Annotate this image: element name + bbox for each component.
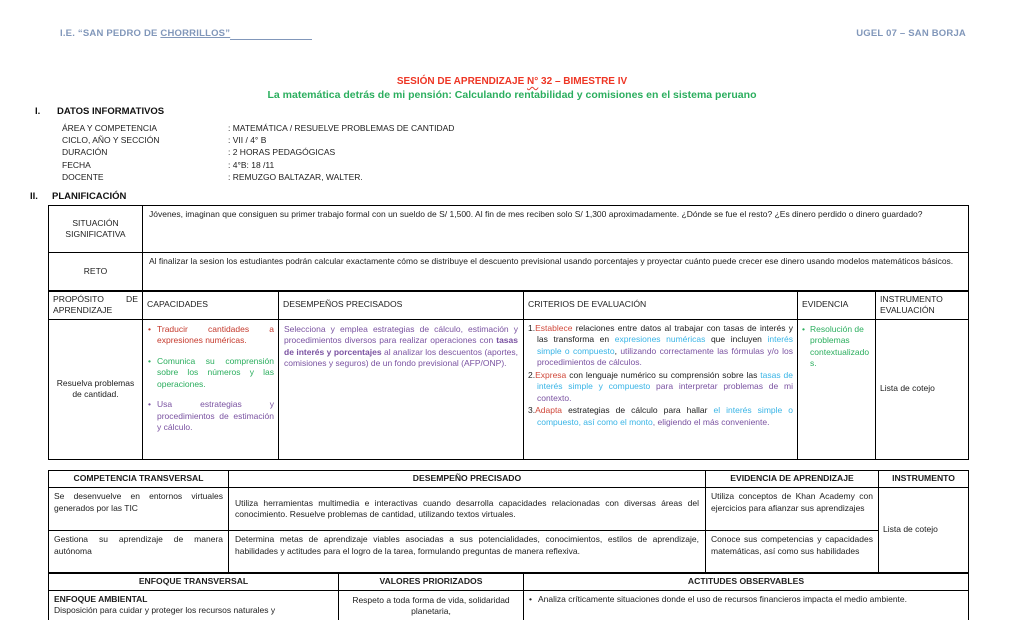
actitudes-observables-header: ACTITUDES OBSERVABLES — [524, 573, 969, 590]
dato-value: : 2 HORAS PEDAGÓGICAS — [228, 147, 336, 158]
competencia-transversal-table — [48, 470, 969, 573]
actitudes-cell — [524, 590, 969, 620]
instrumento-cell — [876, 319, 969, 459]
criterios-header-cell: CRITERIOS DE EVALUACIÓN — [524, 291, 798, 320]
underline-tab — [230, 29, 312, 40]
criterio-item: 1.Establece relaciones entre datos al trabajar con tasas de interés y las transforma en expresiones numéricas que incluyen interés simple o compuesto, utilizando correctamente las fórmulas y/o los procedimientos de cálculos. — [528, 322, 794, 367]
dato-row-fecha — [62, 159, 702, 171]
competencia-cell: Se desenvuelve en entornos virtuales generados por las TIC — [49, 488, 229, 531]
session-title — [0, 76, 1024, 88]
criterios-cell — [524, 319, 798, 459]
dato-value: : 4°B: 18 /11 — [228, 159, 275, 170]
dato-row-area — [62, 122, 702, 134]
evidencia-cell — [798, 319, 876, 459]
proposito-header-row — [49, 291, 969, 320]
session-title-number-abbrev: N° — [527, 76, 539, 87]
session-subtitle: La matemática detrás de mi pensión: Calculando rentabilidad y comisiones en el sistema peruano — [267, 88, 757, 101]
competencia-transversal-header-row — [49, 471, 969, 488]
dato-label: ÁREA Y COMPETENCIA — [62, 123, 158, 133]
situacion-text-cell: Jóvenes, imaginan que consiguen su primer trabajo formal con un sueldo de S/ 1,500. Al fin de mes reciben solo S/ 1,300 aproximadamente. ¿Dónde se fue el resto? ¿Es dinero perdido o dinero guardado? — [143, 206, 969, 253]
heading-numeral: II. — [30, 191, 38, 202]
evidencia-header-cell: EVIDENCIA — [798, 291, 876, 320]
enfoque-descripcion: Disposición para cuidar y proteger los recursos naturales y — [54, 605, 276, 615]
lower-tables — [48, 470, 968, 620]
titles-block — [0, 76, 1024, 101]
dato-value: : MATEMÁTICA / RESUELVE PROBLEMAS DE CANTIDAD — [228, 123, 455, 133]
capacidad-item: • Comunica su comprensión sobre los números y las operaciones. — [147, 356, 274, 391]
school-name-underlined: CHORRILLOS” — [160, 28, 231, 39]
evidencia-aprendizaje-header: EVIDENCIA DE APRENDIZAJE — [706, 471, 879, 488]
competencia-transversal-header: COMPETENCIA TRANSVERSAL — [49, 471, 229, 488]
capacidades-cell — [143, 319, 279, 459]
school-name-prefix: I.E. “SAN PEDRO DE — [60, 28, 161, 39]
enfoque-ambiental-cell — [49, 590, 339, 620]
heading-text: DATOS INFORMATIVOS — [57, 106, 165, 117]
criterio-item: 2.Expresa con lenguaje numérico su comprensión sobre las tasas de interés simple y compuesto para interpretar problemas de mi contexto. — [528, 369, 793, 403]
instrumento-value: Lista de cotejo — [880, 383, 935, 394]
evidencia-cell: Conoce sus competencias y capacidades matemáticas, así como sus habilidades — [706, 531, 879, 573]
actitud-item: • Analiza críticamente situaciones donde el uso de recursos financieros impacta el medio ambiente. — [529, 594, 963, 606]
dato-value: : VII / 4° B — [228, 135, 267, 146]
proposito-header-cell: PROPÓSITO DE APRENDIZAJE — [49, 291, 143, 320]
enfoque-nombre: ENFOQUE AMBIENTAL — [54, 593, 148, 604]
planificacion-table — [48, 205, 969, 460]
valores-priorizados-header: VALORES PRIORIZADOS — [339, 573, 524, 590]
instrumento-cell: Lista de cotejo — [879, 488, 969, 573]
dato-label: DOCENTE — [62, 171, 104, 182]
dato-label: DURACIÓN — [62, 147, 108, 158]
reto-text-cell: Al finalizar la sesion los estudiantes podrán calcular exactamente cómo se distribuye el descuento previsional usando porcentajes y proyectar cuánto puede crecer ese dinero usando modelos matemáticos básicos. — [143, 253, 969, 291]
planificacion-heading — [30, 191, 126, 203]
enfoque-transversal-table — [48, 572, 969, 620]
desempenos-cell: Selecciona y emplea estrategias de cálculo, estimación y procedimientos diversos para realizar operaciones con tasas de interés y porcentajes al analizar los descuentos (aportes, comisiones y seguros) de un fondo previsional (AFP/ONP). — [279, 319, 524, 459]
school-name — [60, 28, 312, 40]
document-header — [60, 28, 966, 40]
competencia-row-autonomia — [49, 531, 969, 573]
desempeno-precisado-header: DESEMPEÑO PRECISADO — [229, 471, 706, 488]
valores-cell: Respeto a toda forma de vida, solidaridad planetaria, — [339, 590, 524, 620]
competencia-cell: Resuelva problemas de cantidad. — [49, 319, 143, 459]
dato-row-ciclo — [62, 134, 702, 146]
ugel-label: UGEL 07 – SAN BORJA — [856, 28, 966, 39]
enfoque-transversal-header: ENFOQUE TRANSVERSAL — [49, 573, 339, 590]
session-title-part1: SESIÓN DE APRENDIZAJE — [396, 76, 528, 87]
dato-row-docente — [62, 171, 702, 183]
heading-text: PLANIFICACIÓN — [52, 191, 127, 202]
datos-informativos-list — [62, 122, 702, 183]
enfoque-header-row — [49, 573, 969, 590]
criterio-item: 3.Adapta estrategias de cálculo para hallar el interés simple o compuesto, así como el monto, eligiendo el más conveniente. — [528, 405, 793, 427]
instrumento-header-cell: INSTRUMENTO EVALUACIÓN — [876, 291, 969, 320]
dato-label: FECHA — [62, 159, 91, 170]
competencia-cell: Gestiona su aprendizaje de manera autónoma — [49, 531, 229, 573]
dato-value: : REMUZGO BALTAZAR, WALTER. — [228, 171, 363, 182]
desempeno-cell: Utiliza herramientas multimedia e interactivas cuando desarrolla capacidades relacionadas con diversas áreas del conocimiento. Resuelve problemas de cantidad, utilizando textos virtuales. — [229, 488, 706, 531]
capacidades-header-cell: CAPACIDADES — [143, 291, 279, 320]
dato-row-duracion — [62, 146, 702, 158]
enfoque-ambiental-row — [49, 590, 969, 620]
dato-label: CICLO, AÑO Y SECCIÓN — [62, 135, 160, 146]
heading-numeral: I. — [35, 106, 41, 117]
competencia-row-tic — [49, 488, 969, 531]
evidencia-cell: Utiliza conceptos de Khan Academy con ejercicios para afianzar sus aprendizajes — [706, 488, 879, 531]
proposito-content-row — [49, 319, 969, 459]
session-title-part2: 32 – BIMESTRE IV — [538, 76, 628, 87]
situacion-row — [49, 206, 969, 253]
reto-row — [49, 253, 969, 291]
desempenos-header-cell: DESEMPEÑOS PRECISADOS — [279, 291, 524, 320]
instrumento-header: INSTRUMENTO — [879, 471, 969, 488]
capacidad-item: • Traducir cantidades a expresiones numéricas. — [147, 324, 274, 347]
reto-label-cell: RETO — [49, 253, 143, 291]
datos-informativos-heading — [35, 106, 164, 118]
evidencia-item: • Resolución de problemas contextualizados. — [802, 324, 871, 370]
capacidad-item: • Usa estrategias y procedimientos de estimación y cálculo. — [147, 399, 274, 434]
desempeno-cell: Determina metas de aprendizaje viables asociadas a sus potencialidades, conocimientos, estilos de aprendizaje, habilidades y actitudes para el logro de la tarea, formulando preguntas de manera reflexiva. — [229, 531, 706, 573]
situacion-label-cell: SITUACIÓN SIGNIFICATIVA — [49, 206, 143, 253]
